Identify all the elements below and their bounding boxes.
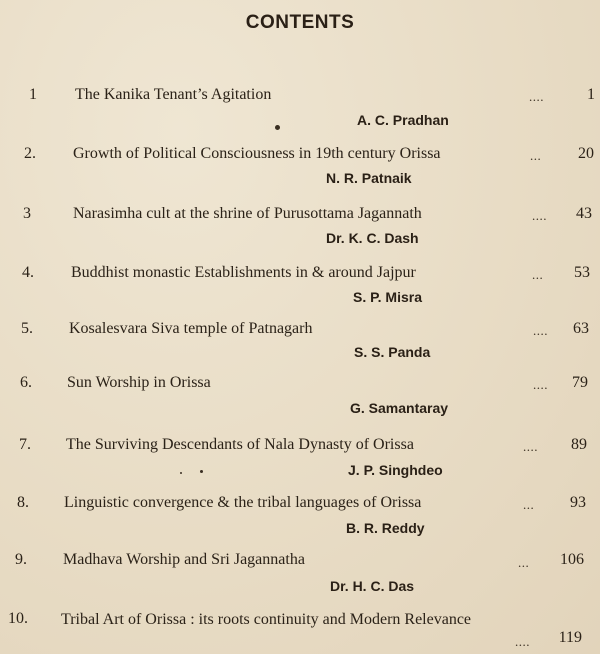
entry-title: Linguistic convergence & the tribal languages of Orissa [64, 494, 422, 511]
entry-page-number: 79 [572, 374, 588, 391]
page-title: CONTENTS [245, 12, 355, 33]
entry-author: N. R. Patnaik [326, 170, 412, 186]
entry-number: 8. [17, 494, 29, 511]
print-speck [180, 472, 182, 474]
entry-title: Growth of Political Consciousness in 19th century Orissa [73, 145, 441, 162]
entry-number: 4. [22, 264, 34, 281]
entry-author: S. P. Misra [353, 289, 423, 305]
entry-page-number: 106 [560, 551, 584, 568]
entry-page-number: 20 [578, 145, 594, 162]
entry-author: S. S. Panda [354, 344, 431, 360]
entry-number: 2. [24, 145, 36, 162]
entry-page-number: 63 [573, 320, 589, 337]
entry-title: Madhava Worship and Sri Jagannatha [63, 551, 305, 568]
entry-number: 3 [23, 205, 31, 222]
leader-dots: ... [532, 267, 544, 282]
leader-dots: .... [533, 323, 548, 338]
entry-number: 10. [8, 610, 28, 627]
leader-dots: ... [518, 555, 530, 570]
entry-author: Dr. K. C. Dash [326, 230, 419, 246]
entry-title: Buddhist monastic Establishments in & around Jajpur [71, 264, 416, 281]
entry-page-number: 53 [574, 264, 590, 281]
entry-number: 7. [19, 436, 31, 453]
entry-title: Sun Worship in Orissa [67, 374, 211, 391]
print-speck [200, 470, 203, 473]
entry-title: The Kanika Tenant’s Agitation [75, 86, 272, 103]
leader-dots: ... [530, 148, 542, 163]
entry-number: 6. [20, 374, 32, 391]
entry-author: A. C. Pradhan [357, 112, 449, 128]
entry-author: G. Samantaray [350, 400, 449, 416]
leader-dots: .... [523, 439, 538, 454]
entry-title: The Surviving Descendants of Nala Dynasty of Orissa [66, 436, 414, 453]
entry-author: B. R. Reddy [346, 520, 425, 536]
entry-page-number: 93 [570, 494, 586, 511]
leader-dots: .... [529, 89, 544, 104]
entry-page-number: 1 [587, 86, 595, 103]
entry-author: J. P. Singhdeo [348, 462, 443, 478]
leader-dots: .... [533, 377, 548, 392]
print-speck [275, 125, 280, 130]
entry-author: Dr. H. C. Das [330, 578, 415, 594]
entry-title: Kosalesvara Siva temple of Patnagarh [69, 320, 313, 337]
entry-number: 5. [21, 320, 33, 337]
leader-dots: .... [515, 634, 530, 649]
entry-number: 1 [29, 86, 37, 103]
entry-page-number: 43 [576, 205, 592, 222]
entry-number: 9. [15, 551, 27, 568]
leader-dots: .... [532, 208, 547, 223]
entry-title: Tribal Art of Orissa : its roots continuity and Modern Relevance [61, 611, 472, 628]
entry-title: Narasimha cult at the shrine of Purusottama Jagannath [73, 205, 422, 222]
leader-dots: ... [523, 497, 535, 512]
entry-page-number: 89 [571, 436, 587, 453]
entry-page-number: 119 [558, 629, 582, 646]
